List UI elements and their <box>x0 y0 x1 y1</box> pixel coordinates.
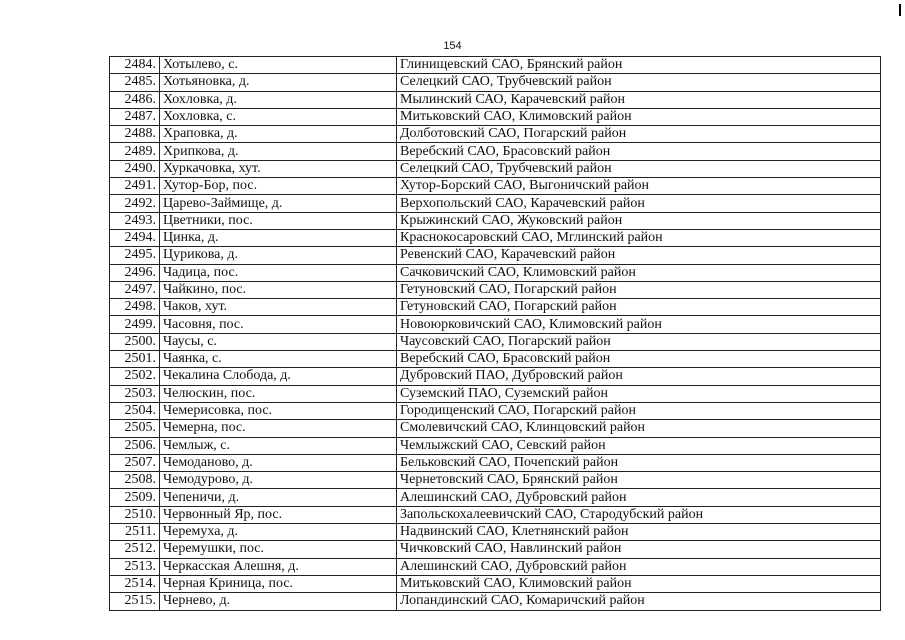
settlement-name-cell: Цурикова, д. <box>160 247 397 264</box>
administration-district-cell: Селецкий САО, Трубчевский район <box>397 160 881 177</box>
table-row <box>110 351 881 368</box>
table-row <box>110 299 881 316</box>
settlement-name-cell: Чемерисовка, пос. <box>160 402 397 419</box>
administration-district-cell: Новоюрковичский САО, Климовский район <box>397 316 881 333</box>
row-number-cell: 2511. <box>110 524 160 541</box>
administration-district-cell: Чичковский САО, Навлинский район <box>397 541 881 558</box>
administration-district-cell: Алешинский САО, Дубровский район <box>397 558 881 575</box>
administration-district-cell: Лопандинский САО, Комаричский район <box>397 593 881 610</box>
administration-district-cell: Краснокосаровский САО, Мглинский район <box>397 229 881 246</box>
row-number-cell: 2510. <box>110 506 160 523</box>
settlement-name-cell: Черемуха, д. <box>160 524 397 541</box>
table-row <box>110 281 881 298</box>
settlement-name-cell: Черемушки, пос. <box>160 541 397 558</box>
administration-district-cell: Митьковский САО, Климовский район <box>397 575 881 592</box>
table-row <box>110 506 881 523</box>
administration-district-cell: Гетуновский САО, Погарский район <box>397 299 881 316</box>
administration-district-cell: Запольскохалеевичский САО, Стародубский район <box>397 506 881 523</box>
table-row <box>110 454 881 471</box>
row-number-cell: 2508. <box>110 472 160 489</box>
table-row <box>110 195 881 212</box>
table-row <box>110 212 881 229</box>
table-row <box>110 541 881 558</box>
administration-district-cell: Чернетовский САО, Брянский район <box>397 472 881 489</box>
administration-district-cell: Сачковичский САО, Климовский район <box>397 264 881 281</box>
row-number-cell: 2492. <box>110 195 160 212</box>
row-number-cell: 2494. <box>110 229 160 246</box>
table-row <box>110 229 881 246</box>
administration-district-cell: Смолевичский САО, Клинцовский район <box>397 420 881 437</box>
settlements-table-body <box>110 57 881 611</box>
administration-district-cell: Митьковский САО, Климовский район <box>397 108 881 125</box>
settlement-name-cell: Хутор-Бор, пос. <box>160 178 397 195</box>
table-row <box>110 126 881 143</box>
table-row <box>110 489 881 506</box>
table-row <box>110 437 881 454</box>
row-number-cell: 2513. <box>110 558 160 575</box>
row-number-cell: 2491. <box>110 178 160 195</box>
settlement-name-cell: Чернево, д. <box>160 593 397 610</box>
row-number-cell: 2512. <box>110 541 160 558</box>
row-number-cell: 2486. <box>110 91 160 108</box>
administration-district-cell: Селецкий САО, Трубчевский район <box>397 74 881 91</box>
settlement-name-cell: Хуркачовка, хут. <box>160 160 397 177</box>
settlement-name-cell: Цветники, пос. <box>160 212 397 229</box>
administration-district-cell: Гетуновский САО, Погарский район <box>397 281 881 298</box>
table-row <box>110 333 881 350</box>
administration-district-cell: Веребский САО, Брасовский район <box>397 143 881 160</box>
administration-district-cell: Алешинский САО, Дубровский район <box>397 489 881 506</box>
row-number-cell: 2514. <box>110 575 160 592</box>
table-row <box>110 524 881 541</box>
administration-district-cell: Бельковский САО, Почепский район <box>397 454 881 471</box>
settlement-name-cell: Чекалина Слобода, д. <box>160 368 397 385</box>
settlement-name-cell: Черкасская Алешня, д. <box>160 558 397 575</box>
settlement-name-cell: Часовня, пос. <box>160 316 397 333</box>
settlement-name-cell: Цинка, д. <box>160 229 397 246</box>
row-number-cell: 2496. <box>110 264 160 281</box>
table-row <box>110 316 881 333</box>
row-number-cell: 2501. <box>110 351 160 368</box>
settlement-name-cell: Хохловка, д. <box>160 91 397 108</box>
table-row <box>110 160 881 177</box>
table-row <box>110 108 881 125</box>
settlement-name-cell: Хотылево, с. <box>160 57 397 74</box>
row-number-cell: 2497. <box>110 281 160 298</box>
row-number-cell: 2506. <box>110 437 160 454</box>
table-row <box>110 74 881 91</box>
settlement-name-cell: Чаков, хут. <box>160 299 397 316</box>
row-number-cell: 2504. <box>110 402 160 419</box>
table-row <box>110 91 881 108</box>
row-number-cell: 2489. <box>110 143 160 160</box>
settlement-name-cell: Хохловка, с. <box>160 108 397 125</box>
administration-district-cell: Чемлыжский САО, Севский район <box>397 437 881 454</box>
administration-district-cell: Веребский САО, Брасовский район <box>397 351 881 368</box>
administration-district-cell: Дубровский ПАО, Дубровский район <box>397 368 881 385</box>
table-row <box>110 593 881 610</box>
administration-district-cell: Чаусовский САО, Погарский район <box>397 333 881 350</box>
administration-district-cell: Долботовский САО, Погарский район <box>397 126 881 143</box>
row-number-cell: 2490. <box>110 160 160 177</box>
table-row <box>110 420 881 437</box>
row-number-cell: 2515. <box>110 593 160 610</box>
row-number-cell: 2484. <box>110 57 160 74</box>
administration-district-cell: Хутор-Борский САО, Выгоничский район <box>397 178 881 195</box>
settlement-name-cell: Чемодурово, д. <box>160 472 397 489</box>
row-number-cell: 2495. <box>110 247 160 264</box>
row-number-cell: 2485. <box>110 74 160 91</box>
administration-district-cell: Мылинский САО, Карачевский район <box>397 91 881 108</box>
settlement-name-cell: Чаянка, с. <box>160 351 397 368</box>
settlement-name-cell: Червонный Яр, пос. <box>160 506 397 523</box>
row-number-cell: 2505. <box>110 420 160 437</box>
row-number-cell: 2509. <box>110 489 160 506</box>
administration-district-cell: Верхопольский САО, Карачевский район <box>397 195 881 212</box>
row-number-cell: 2500. <box>110 333 160 350</box>
table-row <box>110 472 881 489</box>
page-number: 154 <box>443 40 462 52</box>
table-row <box>110 558 881 575</box>
table-row <box>110 247 881 264</box>
administration-district-cell: Ревенский САО, Карачевский район <box>397 247 881 264</box>
table-row <box>110 402 881 419</box>
settlement-name-cell: Чепеничи, д. <box>160 489 397 506</box>
table-row <box>110 57 881 74</box>
table-row <box>110 575 881 592</box>
row-number-cell: 2499. <box>110 316 160 333</box>
settlement-name-cell: Чемерна, пос. <box>160 420 397 437</box>
table-row <box>110 264 881 281</box>
settlement-name-cell: Черная Криница, пос. <box>160 575 397 592</box>
settlement-name-cell: Чадица, пос. <box>160 264 397 281</box>
settlements-table <box>109 56 881 611</box>
table-row <box>110 368 881 385</box>
row-number-cell: 2507. <box>110 454 160 471</box>
settlement-name-cell: Хрипкова, д. <box>160 143 397 160</box>
table-row <box>110 178 881 195</box>
administration-district-cell: Крыжинский САО, Жуковский район <box>397 212 881 229</box>
row-number-cell: 2487. <box>110 108 160 125</box>
administration-district-cell: Надвинский САО, Клетнянский район <box>397 524 881 541</box>
settlement-name-cell: Храповка, д. <box>160 126 397 143</box>
administration-district-cell: Суземский ПАО, Суземский район <box>397 385 881 402</box>
settlement-name-cell: Чаусы, с. <box>160 333 397 350</box>
settlement-name-cell: Челюскин, пос. <box>160 385 397 402</box>
scan-edge-mark <box>899 4 901 16</box>
settlement-name-cell: Чемоданово, д. <box>160 454 397 471</box>
settlement-name-cell: Хотьяновка, д. <box>160 74 397 91</box>
table-row <box>110 385 881 402</box>
settlement-name-cell: Чайкино, пос. <box>160 281 397 298</box>
row-number-cell: 2503. <box>110 385 160 402</box>
settlement-name-cell: Чемлыж, с. <box>160 437 397 454</box>
table-row <box>110 143 881 160</box>
row-number-cell: 2488. <box>110 126 160 143</box>
administration-district-cell: Глинищевский САО, Брянский район <box>397 57 881 74</box>
settlement-name-cell: Царево-Займище, д. <box>160 195 397 212</box>
administration-district-cell: Городищенский САО, Погарский район <box>397 402 881 419</box>
row-number-cell: 2502. <box>110 368 160 385</box>
row-number-cell: 2498. <box>110 299 160 316</box>
row-number-cell: 2493. <box>110 212 160 229</box>
